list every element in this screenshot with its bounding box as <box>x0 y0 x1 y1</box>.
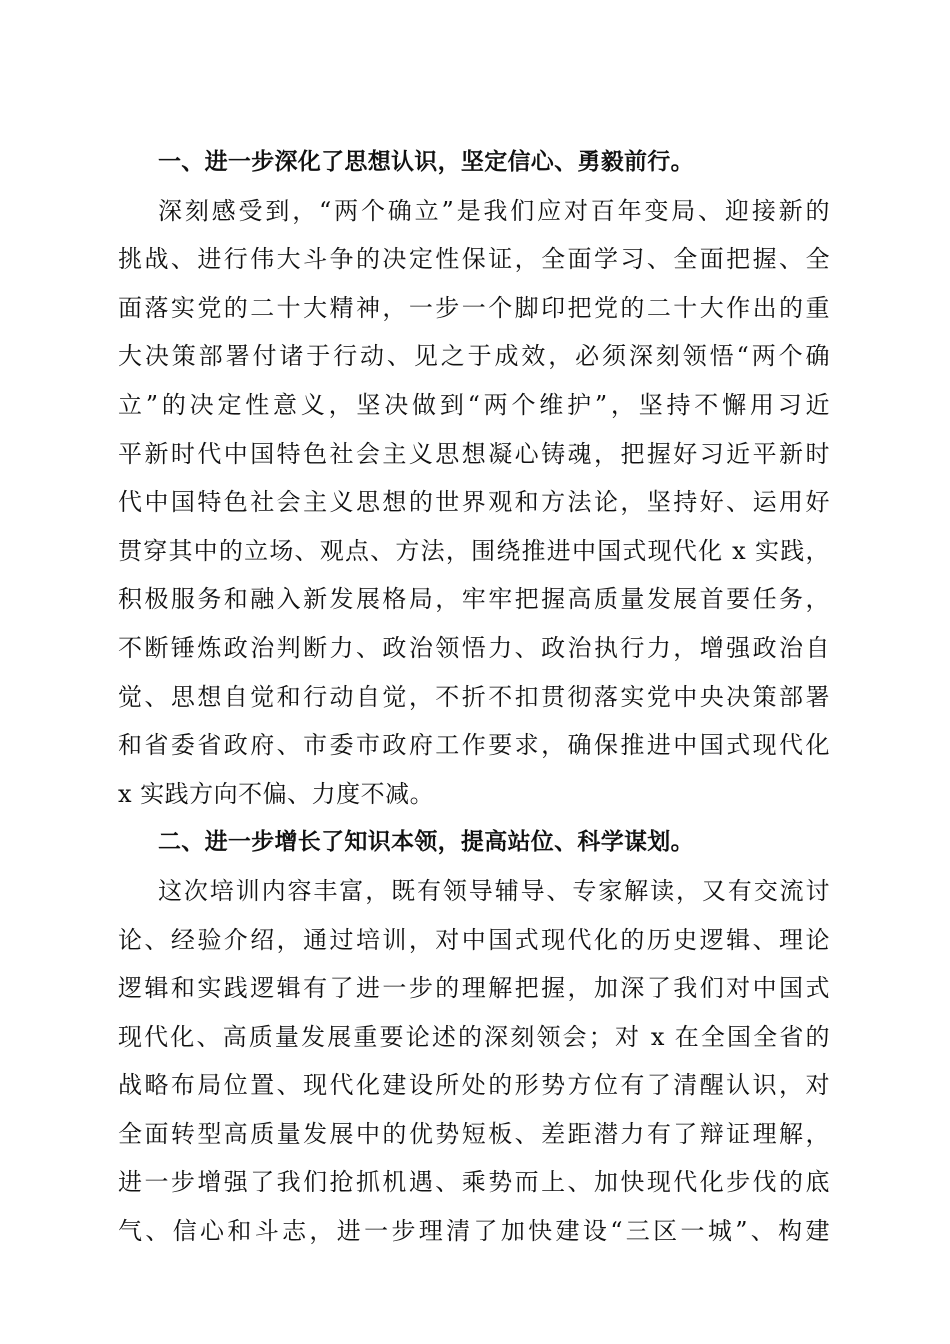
paragraph-line: 平新时代中国特色社会主义思想凝心铸魂，把握好习近平新时 <box>118 439 830 468</box>
paragraph-line: 逻辑和实践逻辑有了进一步的理解把握，加深了我们对中国式 <box>118 974 830 1003</box>
paragraph-line: 气、信心和斗志，进一步理清了加快建设“三区一城”、构建 <box>118 1217 830 1246</box>
section-heading-2: 二、进一步增长了知识本领，提高站位、科学谋划。 <box>158 829 694 856</box>
paragraph-line: 深刻感受到，“两个确立”是我们应对百年变局、迎接新的 <box>158 196 830 225</box>
paragraph-line: 觉、思想自觉和行动自觉，不折不扣贯彻落实党中央决策部署 <box>118 682 830 711</box>
section-heading-1: 一、进一步深化了思想认识，坚定信心、勇毅前行。 <box>158 149 694 175</box>
paragraph-line-last: x 实践方向不偏、力度不减。 <box>118 779 435 808</box>
paragraph-line: 贯穿其中的立场、观点、方法，围绕推进中国式现代化 x 实践， <box>118 536 830 565</box>
paragraph-line: 立”的决定性意义，坚决做到“两个维护”，坚持不懈用习近 <box>118 390 830 419</box>
paragraph-line: 论、经验介绍，通过培训，对中国式现代化的历史逻辑、理论 <box>118 925 830 954</box>
paragraph-line: 战略布局位置、现代化建设所处的形势方位有了清醒认识，对 <box>118 1071 830 1100</box>
paragraph-line: 和省委省政府、市委市政府工作要求，确保推进中国式现代化 <box>118 731 830 760</box>
paragraph-line: 挑战、进行伟大斗争的决定性保证，全面学习、全面把握、全 <box>118 245 830 274</box>
paragraph-line: 积极服务和融入新发展格局，牢牢把握高质量发展首要任务， <box>118 585 830 614</box>
paragraph-line: 现代化、高质量发展重要论述的深刻领会；对 x 在全国全省的 <box>118 1022 830 1051</box>
paragraph-line: 这次培训内容丰富，既有领导辅导、专家解读，又有交流讨 <box>158 876 830 905</box>
document-body <box>118 138 830 1256</box>
paragraph-line: 大决策部署付诸于行动、见之于成效，必须深刻领悟“两个确 <box>118 342 830 371</box>
paragraph-line: 代中国特色社会主义思想的世界观和方法论，坚持好、运用好 <box>118 488 830 517</box>
paragraph-line: 进一步增强了我们抢抓机遇、乘势而上、加快现代化步伐的底 <box>118 1168 830 1197</box>
paragraph-line: 全面转型高质量发展中的优势短板、差距潜力有了辩证理解， <box>118 1119 830 1148</box>
paragraph-line: 不断锤炼政治判断力、政治领悟力、政治执行力，增强政治自 <box>118 633 830 662</box>
paragraph-line: 面落实党的二十大精神，一步一个脚印把党的二十大作出的重 <box>118 293 830 322</box>
